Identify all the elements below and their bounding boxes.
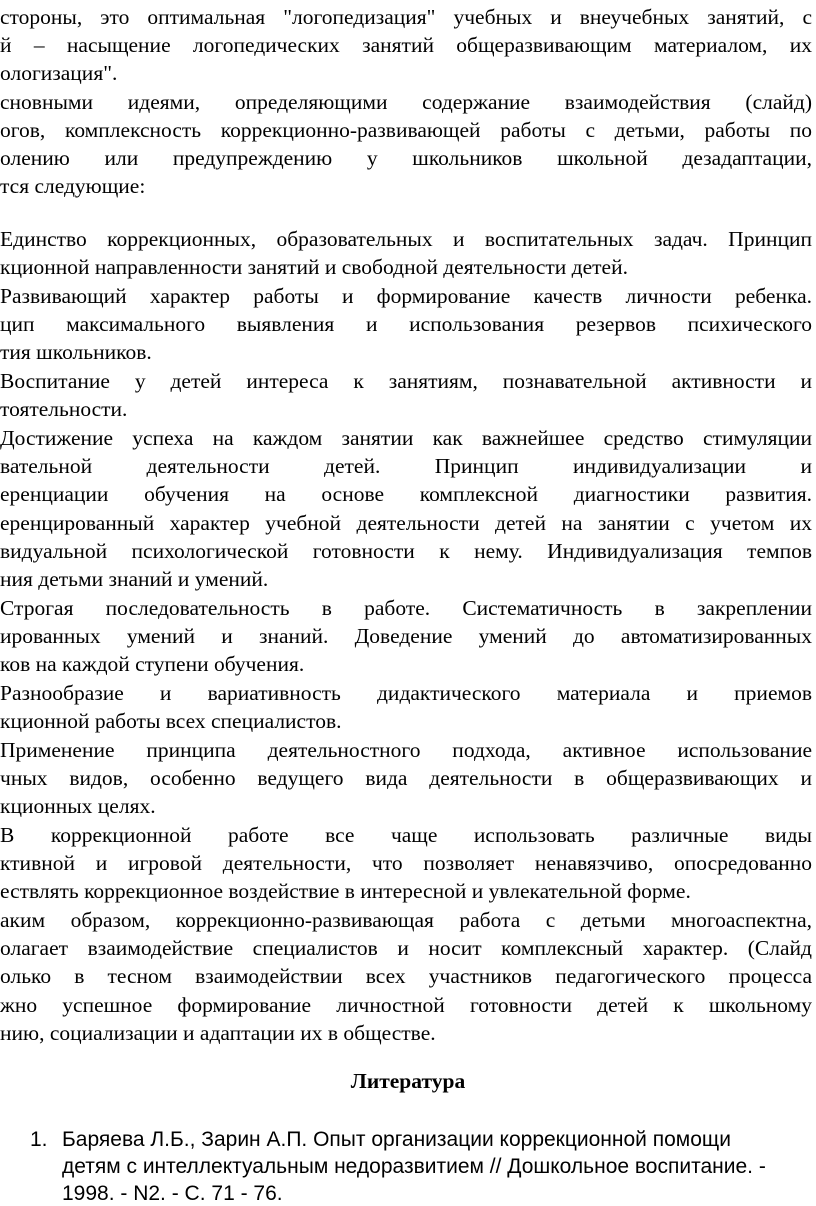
body-line-24: Разнообразие и вариативность дидактического материала и приемов <box>0 681 812 705</box>
body-line-10: Развивающий характер работы и формирование качеств личности ребенка. <box>0 284 812 308</box>
body-line-31: ествлять коррекционное воздействие в интересной и увлекательной форме. <box>0 879 691 903</box>
body-line-5: огов, комплексность коррекционно-развивающей работы с детьми, работы по <box>0 118 812 142</box>
body-line-33: олагает взаимодействие специалистов и носит комплексный характер. (Слайд <box>0 936 812 960</box>
literature-item-line: Баряева Л.Б., Зарин А.П. Опыт организации коррекционной помощи <box>62 1128 731 1151</box>
body-line-29: В коррекционной работе все чаще использовать различные виды <box>0 823 812 847</box>
body-line-21: Строгая последовательность в работе. Систематичность в закреплении <box>0 596 812 620</box>
body-line-15: Достижение успеха на каждом занятии как важнейшее средство стимуляции <box>0 426 812 450</box>
body-line-19: видуальной психологической готовности к нему. Индивидуализация темпов <box>0 539 812 563</box>
body-line-6: олению или предупреждению у школьников школьной дезадаптации, <box>0 146 812 170</box>
body-line-12: тия школьников. <box>0 340 152 364</box>
body-line-8: Единство коррекционных, образовательных и воспитательных задач. Принцип <box>0 227 812 251</box>
body-line-4: сновными идеями, определяющими содержание взаимодействия (слайд) <box>0 90 812 114</box>
body-line-11: цип максимального выявления и использования резервов психического <box>0 312 812 336</box>
body-line-35: жно успешное формирование личностной готовности детей к школьному <box>0 993 812 1017</box>
body-line-30: ктивной и игровой деятельности, что позволяет ненавязчиво, опосредованно <box>0 851 812 875</box>
body-line-18: еренцированный характер учебной деятельности детей на занятии с учетом их <box>0 511 812 535</box>
literature-item-text <box>62 1126 816 1206</box>
body-line-9: кционной направленности занятий и свободной деятельности детей. <box>0 255 628 279</box>
body-line-27: чных видов, особенно ведущего вида деятельности в общеразвивающих и <box>0 766 812 790</box>
body-line-2: й – насыщение логопедических занятий общеразвивающим материалом, их <box>0 33 812 57</box>
literature-item-line: 1998. - N2. - С. 71 - 76. <box>62 1182 283 1205</box>
body-line-23: ков на каждой ступени обучения. <box>0 652 305 676</box>
body-line-17: еренциации обучения на основе комплексной диагностики развития. <box>0 482 812 506</box>
body-line-20: ния детьми знаний и умений. <box>0 567 269 591</box>
body-line-3: ологизация". <box>0 61 118 85</box>
body-line-32: аким образом, коррекционно-развивающая работа с детьми многоаспектна, <box>0 908 812 932</box>
body-line-34: олько в тесном взаимодействии всех участников педагогического процесса <box>0 964 812 988</box>
body-line-14: тоятельности. <box>0 397 128 421</box>
body-line-13: Воспитание у детей интереса к занятиям, познавательной активности и <box>0 369 812 393</box>
literature-item-line: детям с интеллектуальным недоразвитием // Дошкольное воспитание. - <box>62 1155 766 1178</box>
literature-heading: Литература <box>350 1069 466 1093</box>
body-line-26: Применение принципа деятельностного подхода, активное использование <box>0 738 812 762</box>
body-line-28: кционных целях. <box>0 794 156 818</box>
body-line-7: тся следующие: <box>0 174 146 198</box>
body-line-1: стороны, это оптимальная "логопедизация" учебных и внеучебных занятий, с <box>0 5 812 29</box>
body-line-16: вательной деятельности детей. Принцип индивидуализации и <box>0 454 812 478</box>
body-line-22: ированных умений и знаний. Доведение умений до автоматизированных <box>0 624 812 648</box>
literature-item-number: 1. <box>30 1128 48 1151</box>
body-line-25: кционной работы всех специалистов. <box>0 709 342 733</box>
body-line-36: нию, социализации и адаптации их в обществе. <box>0 1021 436 1045</box>
